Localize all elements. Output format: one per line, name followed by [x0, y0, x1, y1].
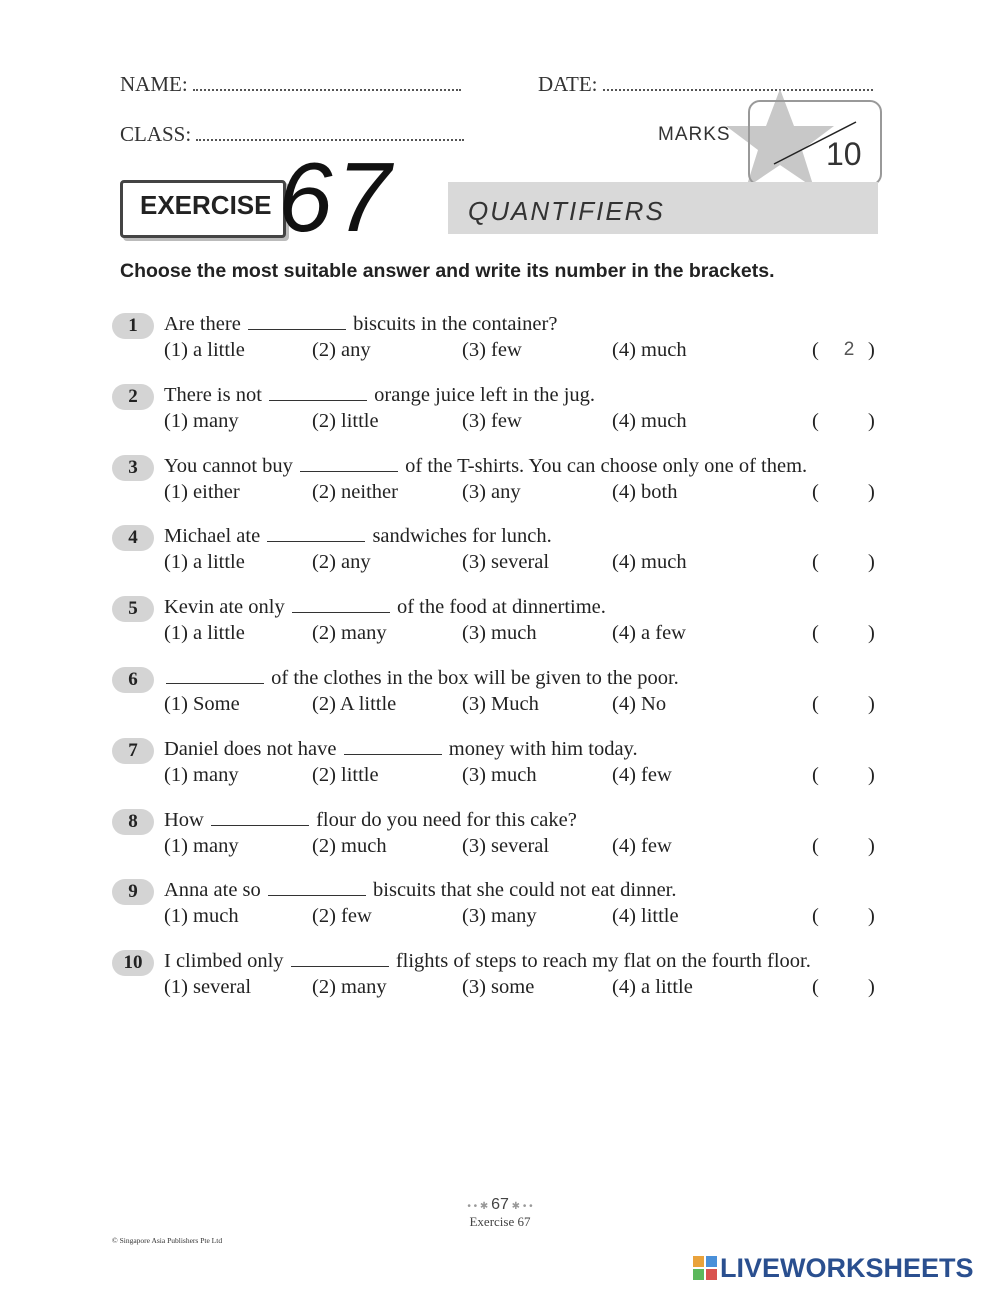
option-2: (2) little	[312, 763, 379, 786]
exercise-label: EXERCISE	[140, 190, 272, 220]
question-item	[112, 738, 882, 798]
bracket-close: )	[868, 339, 875, 361]
question-pre: Daniel does not have	[164, 737, 337, 760]
option-1: (1) several	[164, 976, 252, 999]
question-post: of the food at dinnertime.	[396, 596, 606, 619]
name-field[interactable]	[120, 72, 461, 97]
exercise-number: 67	[278, 142, 396, 252]
option-4: (4) a little	[612, 976, 693, 999]
question-number: 8	[112, 809, 154, 835]
option-2: (2) A little	[312, 693, 397, 715]
question-blank	[269, 386, 367, 401]
bracket-close: )	[868, 905, 875, 928]
option-3: (3) few	[462, 409, 522, 432]
liveworksheets-logo-icon	[693, 1256, 717, 1280]
bracket-open: (	[812, 409, 819, 432]
bracket-close: )	[868, 551, 875, 574]
bracket-close: )	[868, 976, 875, 999]
bracket-open: (	[812, 339, 819, 361]
bracket-open: (	[812, 622, 819, 645]
option-1: (1) a little	[164, 622, 245, 645]
question-blank	[267, 527, 365, 542]
bracket-close: )	[868, 693, 875, 715]
question-number: 5	[112, 596, 154, 622]
option-2: (2) little	[312, 409, 379, 432]
name-label: NAME:	[120, 72, 188, 96]
question-item	[112, 313, 882, 373]
question-pre: Anna ate so	[164, 879, 261, 902]
option-4: (4) much	[612, 551, 687, 574]
question-text	[164, 596, 606, 619]
page-number: • • ✱ 67 ✱ • •	[467, 1196, 533, 1213]
question-post: sandwiches for lunch.	[372, 525, 552, 548]
option-3: (3) much	[462, 763, 537, 786]
class-label: CLASS:	[120, 122, 192, 146]
question-post: of the T-shirts. You can choose only one of them.	[405, 454, 808, 477]
question-post: biscuits in the container?	[353, 313, 558, 335]
option-1: (1) many	[164, 763, 239, 786]
question-blank	[291, 952, 389, 967]
option-4: (4) few	[612, 834, 672, 857]
marks-total: 10	[826, 136, 862, 172]
option-1: (1) either	[164, 480, 240, 503]
option-3: (3) several	[462, 551, 550, 574]
option-4: (4) a few	[612, 622, 686, 645]
question-blank	[292, 598, 390, 613]
question-number: 6	[112, 667, 154, 693]
question-post: orange juice left in the jug.	[374, 383, 596, 406]
question-pre: How	[164, 808, 204, 831]
question-item	[112, 596, 882, 656]
question-item	[112, 667, 882, 727]
question-pre: Kevin ate only	[164, 596, 285, 619]
bracket-open: (	[812, 976, 819, 999]
bracket-open: (	[812, 693, 819, 715]
question-item	[112, 455, 882, 515]
question-number: 10	[112, 950, 154, 976]
question-pre: You cannot buy	[164, 454, 293, 477]
question-item	[112, 525, 882, 585]
option-4: (4) much	[612, 409, 687, 432]
question-item	[112, 950, 882, 1010]
bracket-close: )	[868, 622, 875, 645]
option-3: (3) much	[462, 622, 537, 645]
question-blank	[166, 669, 264, 684]
question-text	[164, 384, 595, 407]
answer-input[interactable]: 2	[843, 339, 855, 360]
question-text	[164, 455, 807, 478]
option-4: (4) No	[612, 693, 667, 715]
copyright: © Singapore Asia Publishers Pte Ltd	[112, 1236, 223, 1245]
footer-exercise-label: Exercise 67	[469, 1214, 531, 1229]
question-text	[164, 738, 638, 761]
question-text	[164, 950, 811, 973]
question-blank	[300, 457, 398, 472]
bracket-open: (	[812, 551, 819, 574]
option-2: (2) much	[312, 834, 387, 857]
option-1: (1) many	[164, 834, 239, 857]
question-text	[164, 667, 679, 690]
question-number: 2	[112, 384, 154, 410]
question-number: 4	[112, 525, 154, 551]
option-1: (1) a little	[164, 339, 245, 361]
question-item	[112, 879, 882, 939]
option-1: (1) Some	[164, 693, 240, 715]
date-label: DATE:	[538, 72, 598, 96]
option-3: (3) some	[462, 976, 535, 999]
question-text	[164, 879, 677, 902]
instruction: Choose the most suitable answer and write its number in the brackets.	[120, 260, 775, 282]
question-pre: Michael ate	[164, 525, 261, 548]
option-3: (3) few	[462, 339, 522, 361]
bracket-open: (	[812, 763, 819, 786]
option-4: (4) little	[612, 905, 679, 928]
question-post: money with him today.	[448, 737, 638, 760]
question-number: 3	[112, 455, 154, 481]
bracket-open: (	[812, 905, 819, 928]
name-line[interactable]	[193, 75, 461, 91]
question-number: 1	[112, 313, 154, 339]
question-pre: There is not	[164, 383, 262, 406]
option-1: (1) much	[164, 905, 239, 928]
option-2: (2) many	[312, 622, 387, 645]
question-pre: Are there	[164, 313, 241, 335]
question-blank	[248, 315, 346, 330]
option-2: (2) neither	[312, 480, 398, 503]
option-3: (3) any	[462, 480, 521, 503]
bracket-open: (	[812, 834, 819, 857]
option-2: (2) few	[312, 905, 372, 928]
question-blank	[344, 740, 442, 755]
question-text	[164, 525, 552, 548]
question-post: flights of steps to reach my flat on the fourth floor.	[395, 950, 811, 973]
bracket-close: )	[868, 409, 875, 432]
option-4: (4) both	[612, 480, 678, 503]
bracket-open: (	[812, 480, 819, 503]
question-text	[164, 809, 577, 832]
question-post: biscuits that she could not eat dinner.	[373, 879, 677, 902]
topic-title: QUANTIFIERS	[468, 196, 665, 226]
class-line[interactable]	[196, 125, 464, 141]
option-4: (4) few	[612, 763, 672, 786]
question-item	[112, 384, 882, 444]
score-input[interactable]	[786, 120, 826, 150]
question-text	[164, 313, 557, 336]
option-3: (3) many	[462, 905, 537, 928]
bracket-close: )	[868, 763, 875, 786]
question-number: 9	[112, 879, 154, 905]
question-item	[112, 809, 882, 869]
brand-logo[interactable]: LIVEWORKSHEETS	[720, 1253, 974, 1283]
option-1: (1) a little	[164, 551, 245, 574]
option-2: (2) any	[312, 551, 371, 574]
bracket-close: )	[868, 834, 875, 857]
question-post: of the clothes in the box will be given to the poor.	[271, 667, 679, 689]
question-number: 7	[112, 738, 154, 764]
option-2: (2) many	[312, 976, 387, 999]
bracket-close: )	[868, 480, 875, 503]
option-4: (4) much	[612, 339, 687, 361]
question-post: flour do you need for this cake?	[316, 808, 577, 831]
question-blank	[268, 881, 366, 896]
option-2: (2) any	[312, 339, 371, 361]
option-3: (3) Much	[462, 693, 539, 715]
question-blank	[211, 811, 309, 826]
question-pre: I climbed only	[164, 950, 284, 973]
marks-label: MARKS	[658, 124, 731, 145]
option-3: (3) several	[462, 834, 550, 857]
option-1: (1) many	[164, 409, 239, 432]
